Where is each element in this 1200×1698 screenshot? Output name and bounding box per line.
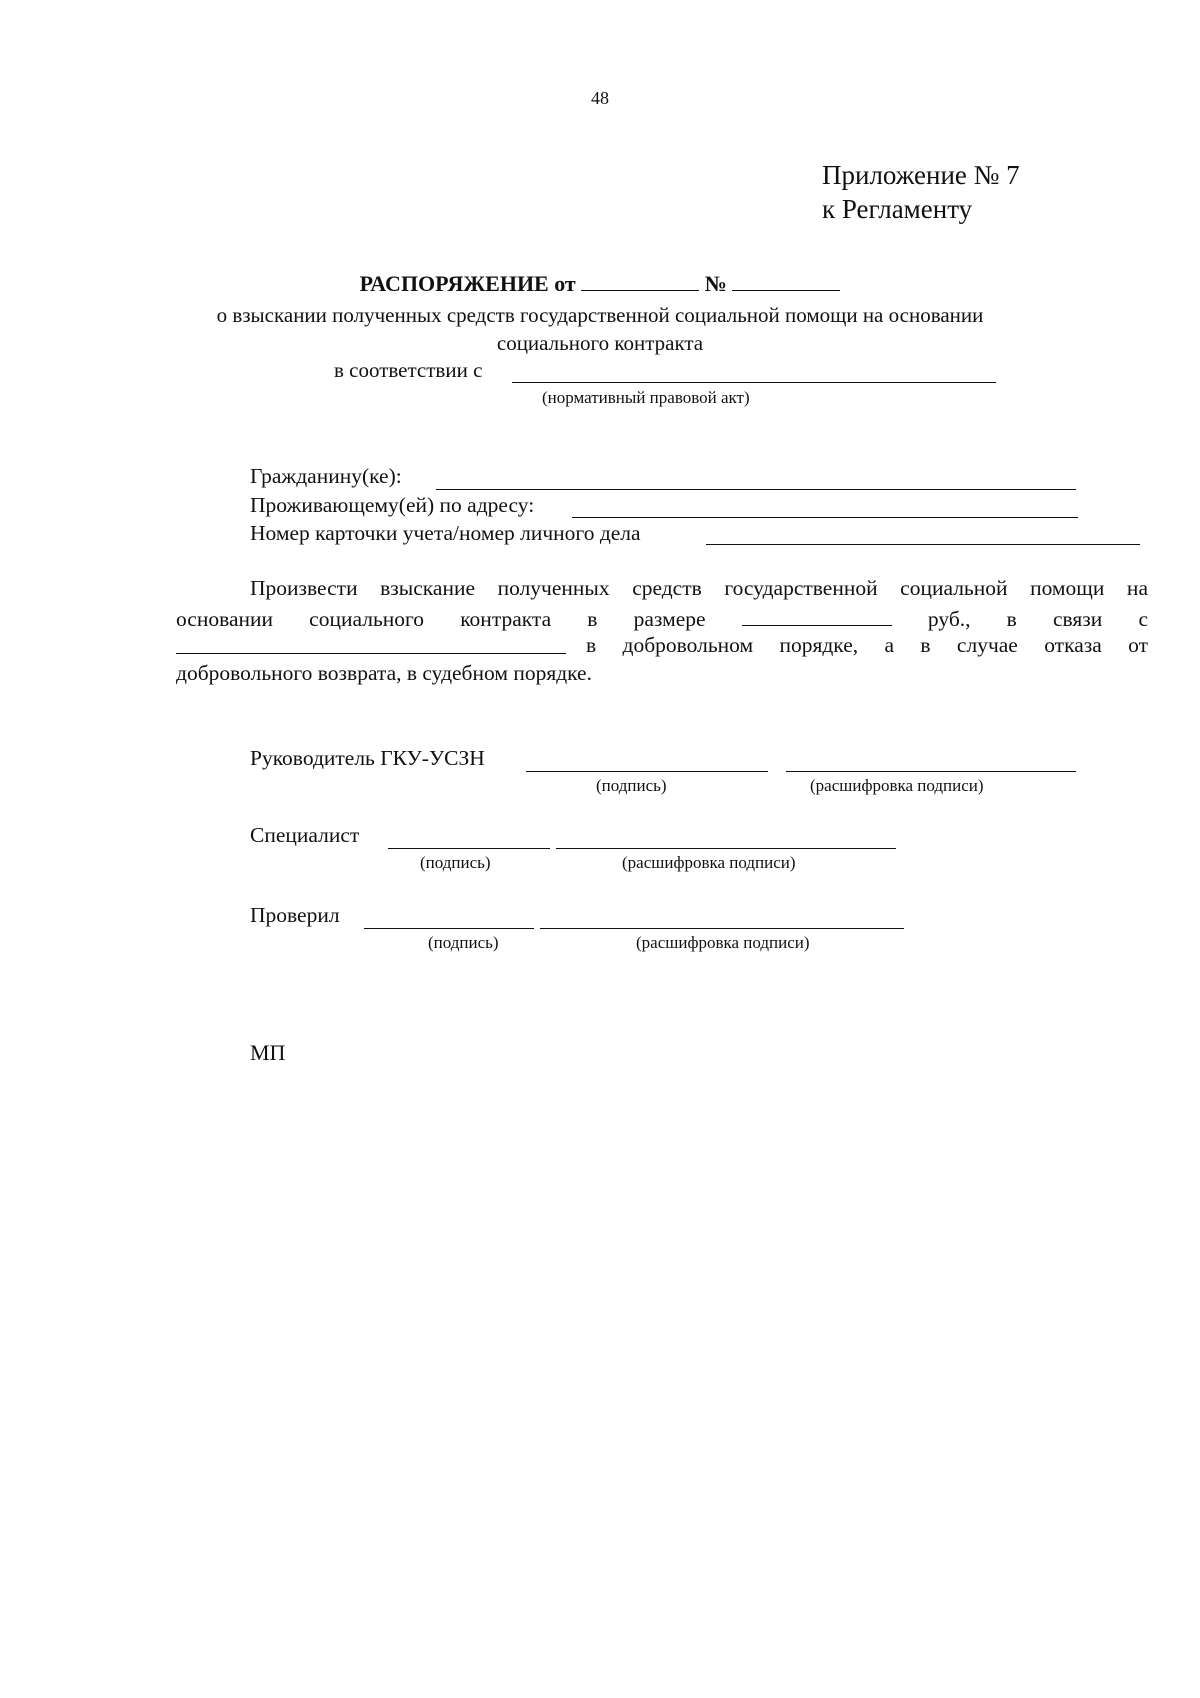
address-label: Проживающему(ей) по адресу: xyxy=(250,493,535,517)
checked-decode-caption: (расшифровка подписи) xyxy=(636,933,810,952)
checked-decode-blank[interactable] xyxy=(540,928,904,929)
title-text: РАСПОРЯЖЕНИЕ от xyxy=(359,271,576,296)
body-line-2b: руб., в связи с xyxy=(927,607,1149,631)
specialist-label: Специалист xyxy=(250,823,360,847)
appendix-subtitle: к Регламенту xyxy=(822,194,973,224)
page-number: 48 xyxy=(591,88,609,108)
citizen-label: Гражданину(ке): xyxy=(250,464,402,488)
amount-blank[interactable] xyxy=(742,605,892,626)
specialist-signature-blank[interactable] xyxy=(388,848,550,849)
date-blank[interactable] xyxy=(581,270,699,291)
body-line-4: добровольного возврата, в судебном порядке. xyxy=(176,661,592,685)
checked-signature-blank[interactable] xyxy=(364,928,534,929)
head-signature-caption: (подпись) xyxy=(596,776,667,795)
reason-blank[interactable] xyxy=(176,653,566,654)
appendix-title: Приложение № 7 xyxy=(822,160,1020,190)
body-line-1: Произвести взыскание полученных средств государственной социальной помощи на xyxy=(250,576,1148,600)
number-blank[interactable] xyxy=(732,270,840,291)
checked-signature-caption: (подпись) xyxy=(428,933,499,952)
body-line-2 xyxy=(176,605,1148,632)
address-blank[interactable] xyxy=(572,517,1078,518)
accordance-label: в соответствии с xyxy=(334,358,483,382)
head-decode-caption: (расшифровка подписи) xyxy=(810,776,984,795)
stamp-place: МП xyxy=(250,1040,286,1065)
legal-act-blank[interactable] xyxy=(512,382,996,383)
citizen-blank[interactable] xyxy=(436,489,1076,490)
legal-act-caption: (нормативный правовой акт) xyxy=(542,388,750,407)
head-signature-blank[interactable] xyxy=(526,771,768,772)
specialist-decode-caption: (расшифровка подписи) xyxy=(622,853,796,872)
head-decode-blank[interactable] xyxy=(786,771,1076,772)
specialist-signature-caption: (подпись) xyxy=(420,853,491,872)
number-sign: № xyxy=(704,271,727,296)
body-line-2a: основании социального контракта в размере xyxy=(176,607,706,631)
checked-label: Проверил xyxy=(250,903,340,927)
specialist-decode-blank[interactable] xyxy=(556,848,896,849)
head-label: Руководитель ГКУ-УСЗН xyxy=(250,746,485,770)
subtitle-line-2: социального контракта xyxy=(496,331,704,355)
body-line-3: в добровольном порядке, а в случае отказа от xyxy=(586,633,1148,657)
subtitle-line-1: о взыскании полученных средств государственной социальной помощи на основании xyxy=(216,303,984,327)
card-blank[interactable] xyxy=(706,544,1140,545)
card-label: Номер карточки учета/номер личного дела xyxy=(250,521,641,545)
document-title xyxy=(0,270,1200,297)
